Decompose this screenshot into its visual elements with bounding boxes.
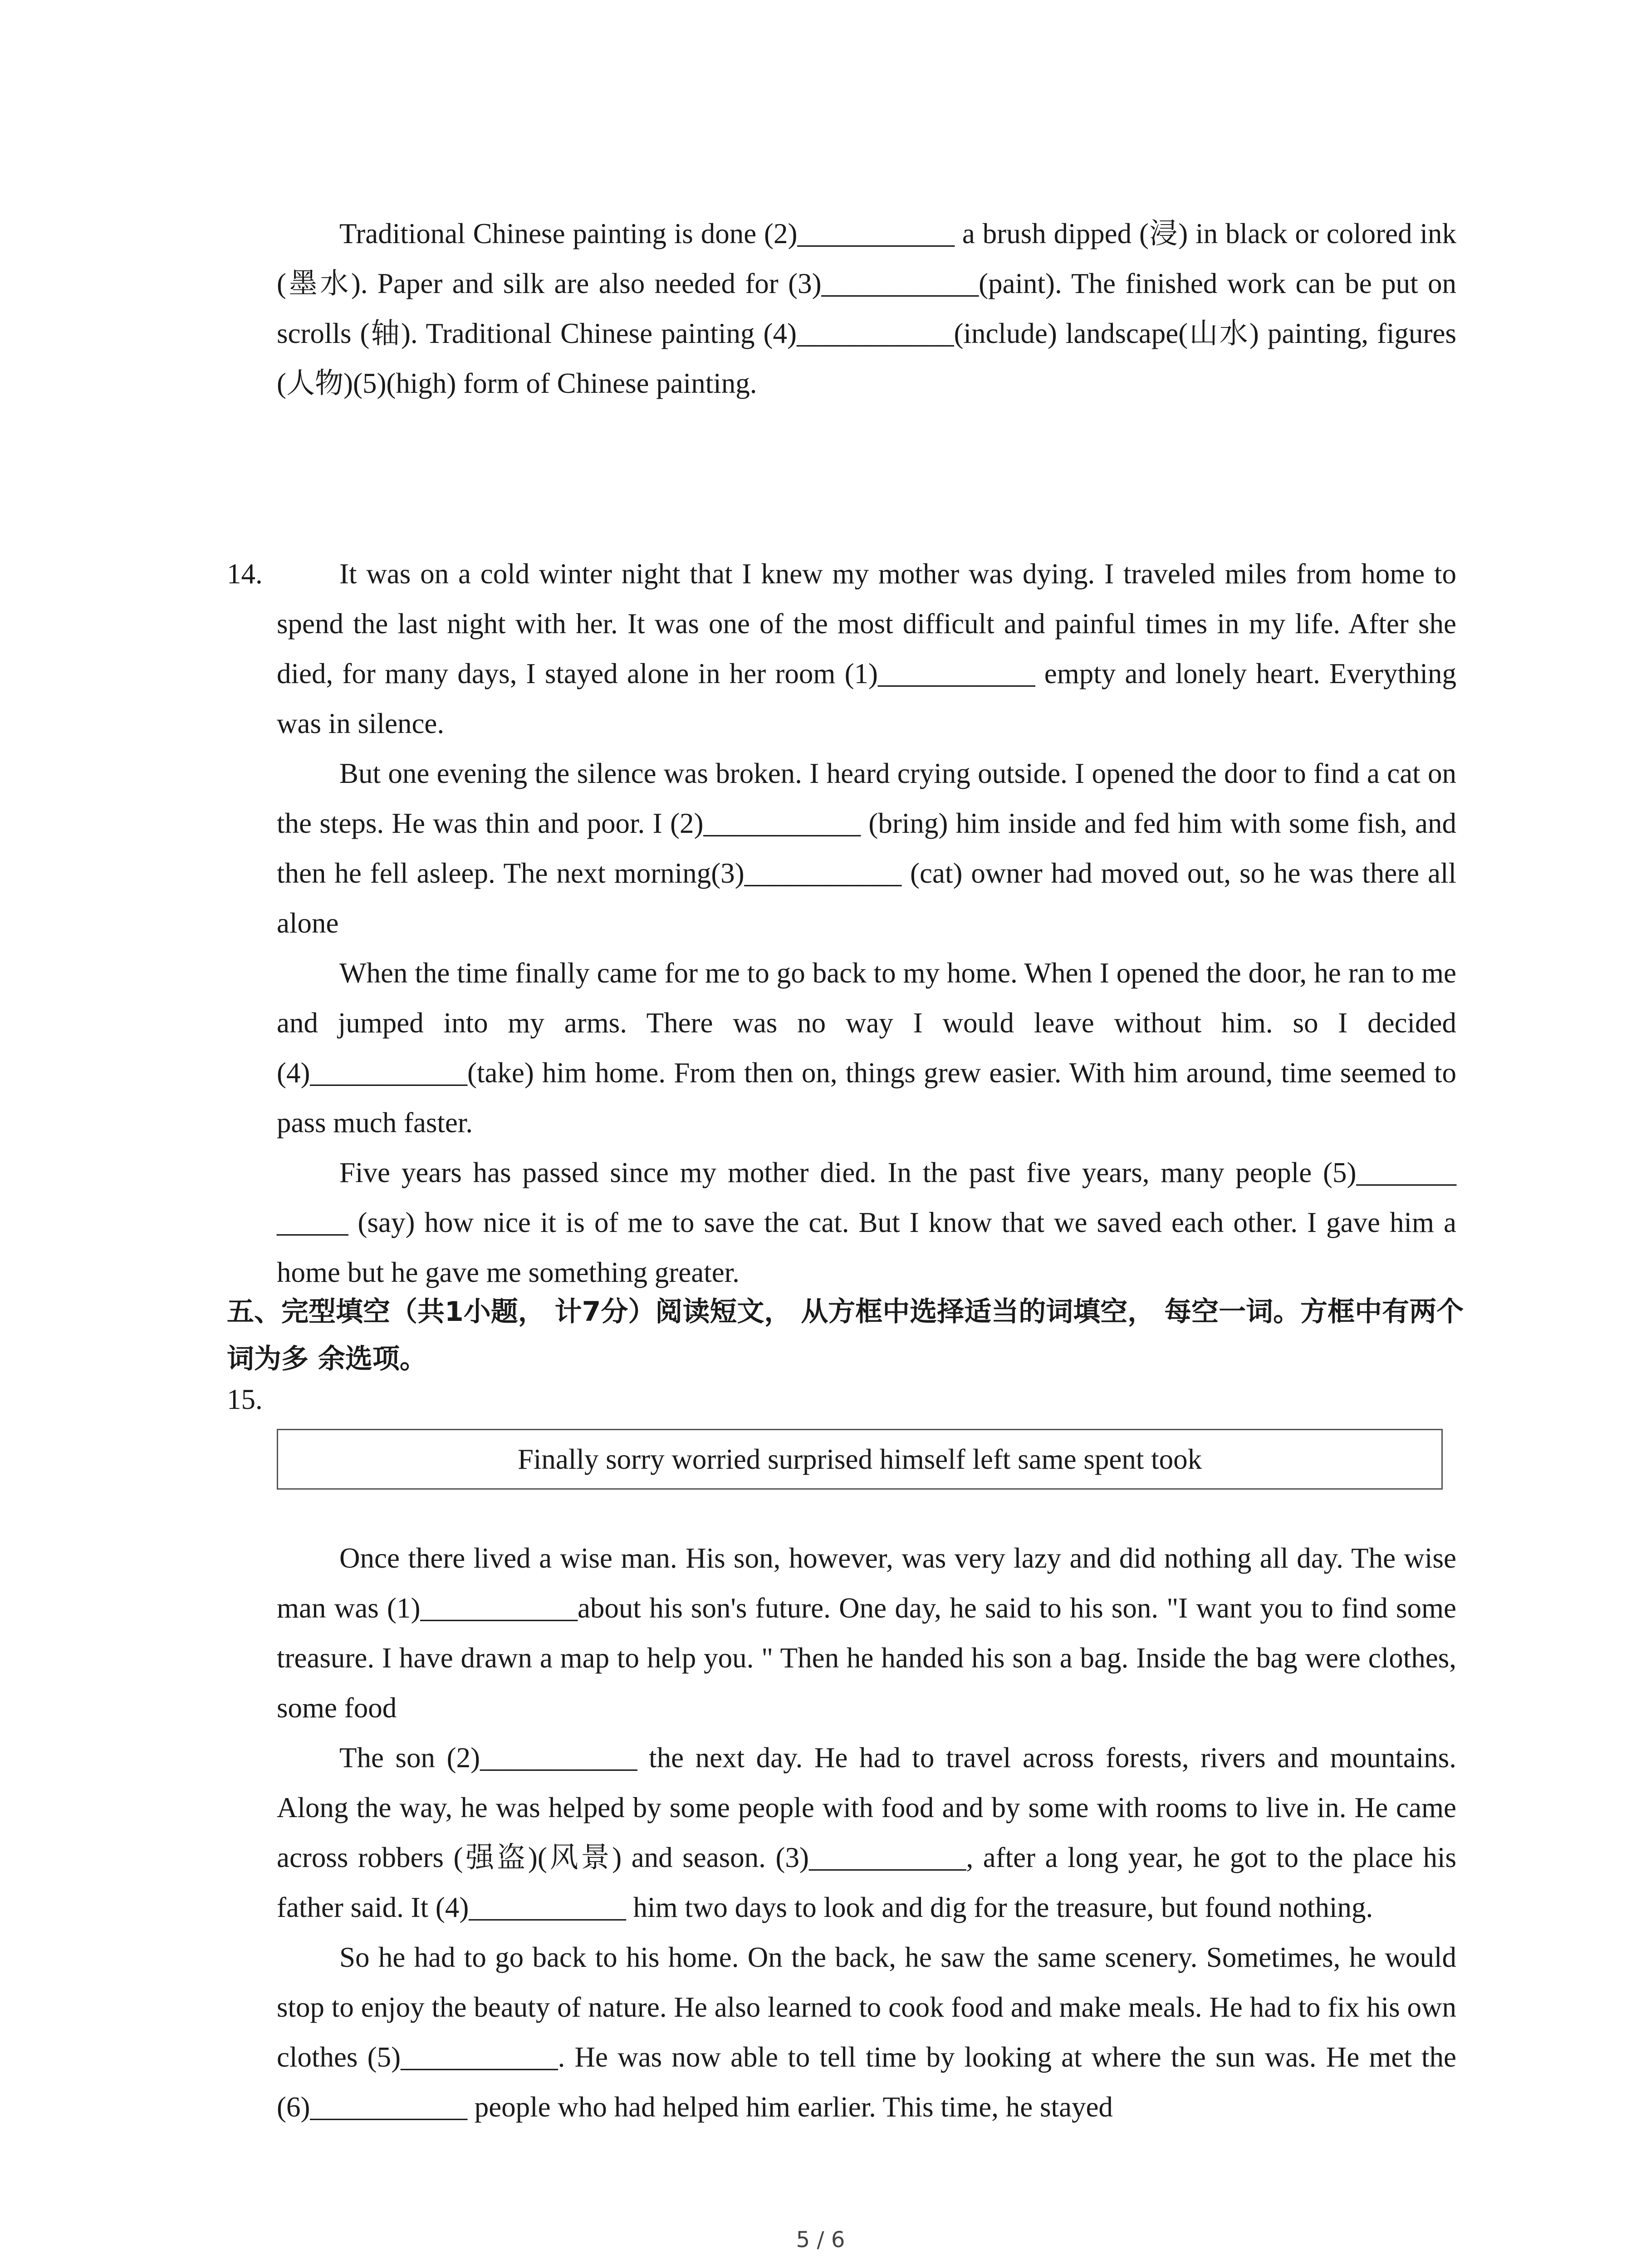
question-14-number: 14. bbox=[227, 558, 263, 590]
question-14-paragraph-1: It was on a cold winter night that I knew my mother was dying. I traveled miles from home to spend the last night with her. It was one of the most difficult and painful times in my life. After she died, for many days, I stayed alone in her room (1)___________ empty and lonely heart. Everything was in silence. bbox=[277, 558, 1456, 739]
question-14-paragraph-4: Five years has passed since my mother died. In the past five years, many people (5)_______ _____ (say) how nice it is of me to save the cat. But I know that we saved each other. I gave him a home but he gave me something greater. bbox=[277, 1157, 1456, 1288]
question-15-paragraph-1: Once there lived a wise man. His son, however, was very lazy and did nothing all day. The wise man was (1)___________about his son's future. One day, he said to his son. "I want you to find some treasure. I have drawn a map to help you. " Then he handed his son a bag. Inside the bag were clothes, some food bbox=[277, 1542, 1456, 1724]
page-number: 5 / 6 bbox=[796, 2227, 845, 2253]
question-15-passage bbox=[277, 1533, 1456, 2132]
question-14-passage bbox=[277, 549, 1456, 1297]
question-14-paragraph-2: But one evening the silence was broken. I heard crying outside. I opened the door to find a cat on the steps. He was thin and poor. I (2)___________ (bring) him inside and fed him with some fish, and then he fell asleep. The next morning(3)___________ (cat) owner had moved out, so he was there all alone bbox=[277, 758, 1456, 939]
passage-13-paragraph-1: Traditional Chinese painting is done (2)___________ a brush dipped (浸) in black or colored ink (墨水). Paper and silk are also needed for (3)___________(paint). The finished work can be put on scrolls (轴). Traditional Chinese painting (4)___________(include) landscape(山水) painting, figures (人物)(5)(high) form of Chinese painting. bbox=[277, 218, 1456, 399]
question-15-number: 15. bbox=[227, 1383, 263, 1415]
question-15-paragraph-3: So he had to go back to his home. On the back, he saw the same scenery. Sometimes, he would stop to enjoy the beauty of nature. He also learned to cook food and make meals. He had to fix his own clothes (5)___________. He was now able to tell time by looking at where the sun was. He met the (6)___________ people who had helped him earlier. This time, he stayed bbox=[277, 1941, 1456, 2123]
question-14-paragraph-3: When the time finally came for me to go back to my home. When I opened the door, he ran to me and jumped into my arms. There was no way I would leave without him. so I decided (4)___________(take) him home. From then on, things grew easier. With him around, time seemed to pass much faster. bbox=[277, 957, 1456, 1139]
word-box: Finally sorry worried surprised himself left same spent took bbox=[277, 1429, 1443, 1490]
question-15-paragraph-2: The son (2)___________ the next day. He had to travel across forests, rivers and mountains. Along the way, he was helped by some people with food and by some with rooms to live in. He came across robbers (强盗)(风景) and season. (3)___________, after a long year, he got to the place his father said. It (4)___________ him two days to look and dig for the treasure, but found nothing. bbox=[277, 1742, 1456, 1923]
section-5-title: 五、完型填空（共1小题， 计7分）阅读短文， 从方框中选择适当的词填空， 每空一词。方框中有两个词为多 余选项。 bbox=[227, 1296, 1464, 1375]
passage-13 bbox=[277, 209, 1456, 408]
